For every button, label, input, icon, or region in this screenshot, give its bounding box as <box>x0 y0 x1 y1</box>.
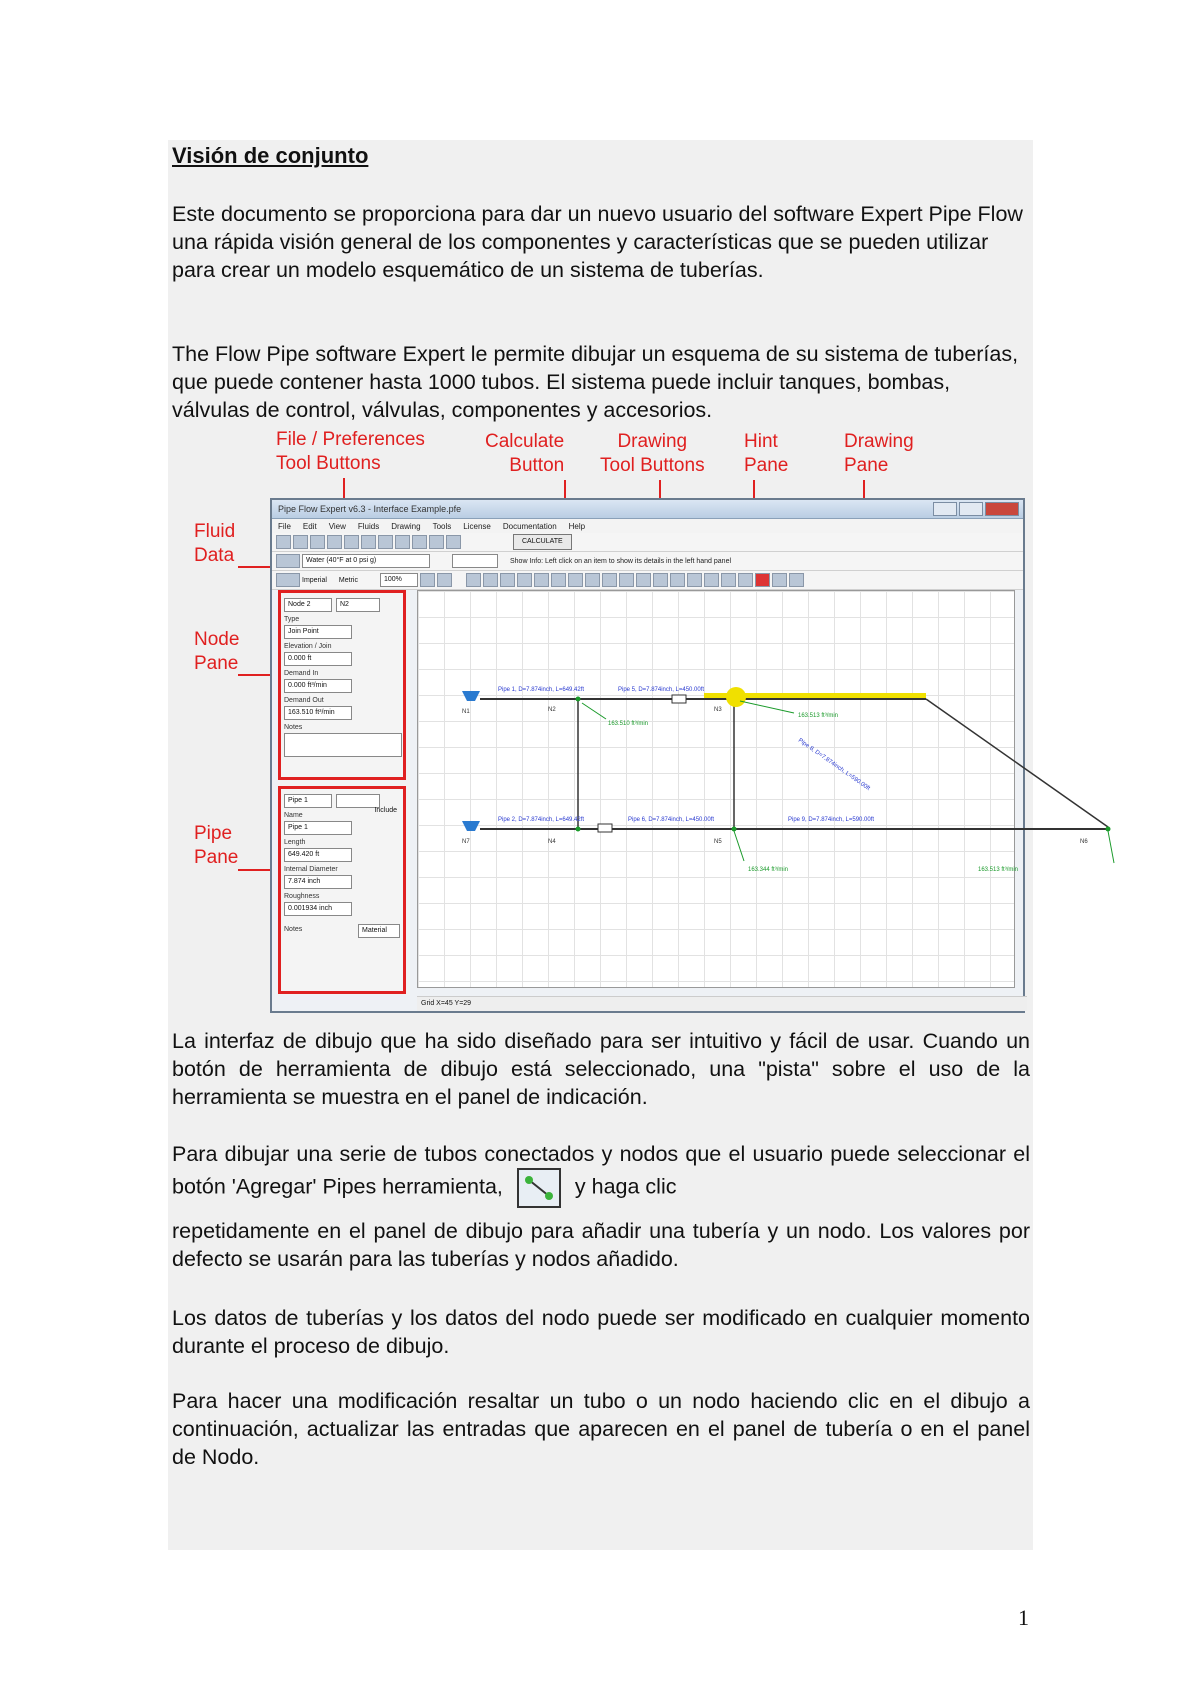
left-panel <box>278 590 410 995</box>
node-n3-label: N3 <box>714 707 722 713</box>
pipe-diameter-field[interactable]: 7.874 inch <box>284 875 352 889</box>
component-icon <box>672 695 686 703</box>
pipe-roughness-label: Roughness <box>284 893 320 900</box>
pipe-1-label: Pipe 1, D=7.874inch, L=649.42ft <box>498 687 585 693</box>
status-bar: Grid X=45 Y=29 <box>417 996 1027 1011</box>
add-component-icon[interactable] <box>602 573 617 587</box>
selected-node <box>726 687 746 707</box>
paragraph-interface: La interfaz de dibujo que ha sido diseñado para ser intuitivo y fácil de usar. Cuando un botón de herramienta de dibujo está seleccionado, una "pista" sobre el uso de la herramienta se muestra en el panel de indicación. <box>172 1029 1030 1109</box>
flow-arrow-1 <box>582 703 606 719</box>
menu-tools[interactable]: Tools <box>432 521 452 531</box>
undo-icon[interactable] <box>772 573 787 587</box>
callout-file-preferences: File / Preferences Tool Buttons <box>276 429 425 474</box>
node-n1-label: N1 <box>462 709 470 715</box>
find-icon[interactable] <box>738 573 753 587</box>
menu-documentation[interactable]: Documentation <box>502 521 557 531</box>
delete-icon[interactable] <box>755 573 770 587</box>
menu-file[interactable]: File <box>278 521 291 531</box>
node-n5 <box>732 827 737 832</box>
new-file-icon[interactable] <box>276 535 291 549</box>
window-title: Pipe Flow Expert v6.3 - Interface Example.pfe <box>278 504 462 514</box>
add-pump-icon[interactable] <box>568 573 583 587</box>
minimize-button[interactable] <box>933 502 957 516</box>
paragraph-draw-mid: y haga clic <box>574 1174 677 1199</box>
node-n6 <box>1106 827 1111 832</box>
drawing-toolbar <box>272 571 1023 590</box>
pipe-network-diagram <box>418 591 1088 985</box>
print-preview-icon[interactable] <box>361 535 376 549</box>
node-n7-label: N7 <box>462 839 470 845</box>
pdf-icon[interactable] <box>446 535 461 549</box>
node-pane <box>278 590 406 780</box>
add-valve-icon[interactable] <box>585 573 600 587</box>
align-icon[interactable] <box>704 573 719 587</box>
pipe-8-line <box>926 699 1108 827</box>
copy-icon[interactable] <box>670 573 685 587</box>
demand-in-label: Demand In <box>284 670 319 677</box>
valve-icon <box>598 824 612 832</box>
node-select[interactable]: Node 2 <box>284 598 332 612</box>
drawing-pane[interactable] <box>417 590 1088 988</box>
flow-label-2: 163.513 ft³/min <box>798 713 839 719</box>
node-n6-label: N6 <box>1080 839 1088 845</box>
pipe-length-field[interactable]: 649.420 ft <box>284 848 352 862</box>
print-icon[interactable] <box>344 535 359 549</box>
menu-license[interactable]: License <box>463 521 491 531</box>
interface-screenshot-figure <box>190 420 1088 1015</box>
file-toolbar <box>272 533 1023 552</box>
flow-label-1: 163.510 ft³/min <box>608 721 649 727</box>
node-n2-label: N2 <box>548 707 556 713</box>
redo-icon[interactable] <box>789 573 804 587</box>
callout-pipe-pane: Pipe Pane <box>194 823 239 868</box>
paste-icon[interactable] <box>687 573 702 587</box>
node-notes-field[interactable] <box>284 733 402 757</box>
paragraph-modification: Para hacer una modificación resaltar un tubo o un nodo haciendo clic en el dibujo a continuación, actualizar las entradas que aparecen en el panel de tubería o en el panel de Nodo. <box>172 1389 1030 1469</box>
node-id-field[interactable]: N2 <box>336 598 380 612</box>
pipe-color-select[interactable] <box>336 794 380 808</box>
flow-units-select[interactable] <box>452 554 498 568</box>
pipe-length-label: Length <box>284 839 306 846</box>
add-pipe-icon <box>519 1170 559 1206</box>
pipe-6-label: Pipe 6, D=7.874inch, L=450.00ft <box>628 817 715 823</box>
paragraph-modify-data: Los datos de tuberías y los datos del nodo puede ser modificado en cualquier momento durante el proceso de dibujo. <box>172 1306 1030 1358</box>
save-icon[interactable] <box>310 535 325 549</box>
callout-hint-pane: Hint Pane <box>744 431 789 476</box>
flow-arrow-3 <box>734 831 744 861</box>
elevation-field[interactable]: 0.000 ft <box>284 652 352 666</box>
preferences-icon[interactable] <box>378 535 393 549</box>
add-text-icon[interactable] <box>636 573 651 587</box>
flow-arrow-4 <box>1108 831 1114 863</box>
paragraph-draw-end: repetidamente en el panel de dibujo para añadir una tubería y un nodo. Los valores por defecto se usarán para las tuberías y nodos añadido. <box>172 1219 1030 1271</box>
menu-fluids[interactable]: Fluids <box>357 521 380 531</box>
flow-label-4: 163.513 ft³/min <box>978 867 1019 873</box>
save-as-icon[interactable] <box>327 535 342 549</box>
node-type-label: Type <box>284 616 300 623</box>
pipe-name-label: Name <box>284 812 303 819</box>
window-titlebar <box>272 500 1023 519</box>
paragraph-draw-start: Para dibujar una serie de tubos conectados y nodos que el usuario puede seleccionar el botón 'Agregar' Pipes herramienta, <box>172 1142 1030 1199</box>
cut-icon[interactable] <box>653 573 668 587</box>
node-n4-label: N4 <box>548 839 556 845</box>
units-metric-radio[interactable]: Metric <box>338 576 358 584</box>
add-fitting-icon[interactable] <box>619 573 634 587</box>
open-file-icon[interactable] <box>293 535 308 549</box>
node-n5-label: N5 <box>714 839 722 845</box>
demand-in-field[interactable]: 0.000 ft³/min <box>284 679 352 693</box>
report-icon[interactable] <box>412 535 427 549</box>
maximize-button[interactable] <box>959 502 983 516</box>
pipe-pane <box>278 786 406 994</box>
tank-1-icon <box>462 691 480 701</box>
callout-node-pane: Node Pane <box>194 629 240 674</box>
app-window <box>270 498 1088 1013</box>
material-button[interactable]: Material <box>358 924 400 938</box>
pipe-5-label: Pipe 5, D=7.874inch, L=450.00ft <box>618 687 705 693</box>
zoom-select[interactable]: 100% <box>380 573 418 587</box>
callout-drawing-pane: Drawing Pane <box>844 431 914 476</box>
callout-drawing-tools: Drawing Tool Buttons <box>600 431 705 476</box>
pipe-roughness-field[interactable]: 0.001934 inch <box>284 902 352 916</box>
tank-2-icon <box>462 821 480 831</box>
paragraph-intro: Este documento se proporciona para dar un nuevo usuario del software Expert Pipe Flow una rápida visión general de los componentes y características que se pueden utilizar para crear un modelo esquemático de un sistema de tuberías. <box>172 202 1023 282</box>
zoom-out-icon[interactable] <box>437 573 452 587</box>
flow-arrow-2 <box>740 701 794 713</box>
node-type-select[interactable]: Join Point <box>284 625 352 639</box>
add-node-icon[interactable] <box>500 573 515 587</box>
include-label: Include <box>374 807 397 814</box>
pipe-name-field[interactable]: Pipe 1 <box>284 821 352 835</box>
menu-drawing[interactable]: Drawing <box>391 521 421 531</box>
fluid-toolbar <box>272 552 1023 571</box>
pan-tool-icon[interactable] <box>483 573 498 587</box>
page-number: 1 <box>1018 1605 1029 1630</box>
pipe-9-label: Pipe 9, D=7.874inch, L=590.00ft <box>788 817 875 823</box>
units-toggle-icon[interactable] <box>276 573 300 587</box>
flip-icon[interactable] <box>721 573 736 587</box>
menu-view[interactable]: View <box>328 521 346 531</box>
node-n1 <box>576 697 581 702</box>
pipe-notes-label: Notes <box>284 926 303 933</box>
units-icon[interactable] <box>395 535 410 549</box>
node-n4 <box>576 827 581 832</box>
pipe-diameter-label: Internal Diameter <box>284 866 338 873</box>
demand-out-label: Demand Out <box>284 697 324 704</box>
node-notes-label: Notes <box>284 724 303 731</box>
menu-bar <box>272 519 1023 533</box>
close-button[interactable] <box>985 502 1019 516</box>
select-tool-icon[interactable] <box>466 573 481 587</box>
export-icon[interactable] <box>429 535 444 549</box>
menu-edit[interactable]: Edit <box>302 521 317 531</box>
pipe-2-label: Pipe 2, D=7.874inch, L=649.42ft <box>498 817 585 823</box>
add-tank-icon[interactable] <box>517 573 532 587</box>
zoom-in-icon[interactable] <box>420 573 435 587</box>
callout-calculate: Calculate Button <box>485 431 565 476</box>
page-title: Visión de conjunto <box>172 143 369 168</box>
pipe-select[interactable]: Pipe 1 <box>284 794 332 808</box>
add-demand-icon[interactable] <box>534 573 549 587</box>
paragraph-draw-instructions <box>172 1140 1030 1208</box>
add-pipe-tool-icon[interactable] <box>551 573 566 587</box>
demand-out-field[interactable]: 163.510 ft³/min <box>284 706 352 720</box>
fluid-select[interactable]: Water (40°F at 0 psi g) <box>302 554 430 568</box>
flow-label-3: 163.344 ft³/min <box>748 867 789 873</box>
units-imperial-radio[interactable]: Imperial <box>302 576 327 584</box>
menu-help[interactable]: Help <box>568 521 586 531</box>
add-pipe-button-image <box>517 1168 561 1208</box>
fluid-icon[interactable] <box>276 554 300 568</box>
pipe-8-label: Pipe 8, D=7.874inch, L=590.00ft <box>796 737 871 793</box>
paragraph-capacity: The Flow Pipe software Expert le permite dibujar un esquema de su sistema de tuberías, que puede contener hasta 1000 tubos. El sistema puede incluir tanques, bombas, válvulas de control, válvulas, componentes y accesorios. <box>172 342 1019 422</box>
callout-fluid-data: Fluid Data <box>194 521 236 566</box>
hint-pane: Show Info: Left click on an item to show its details in the left hand panel <box>510 557 732 565</box>
elevation-label: Elevation / Join <box>284 643 332 650</box>
calculate-button[interactable]: CALCULATE <box>513 534 572 550</box>
